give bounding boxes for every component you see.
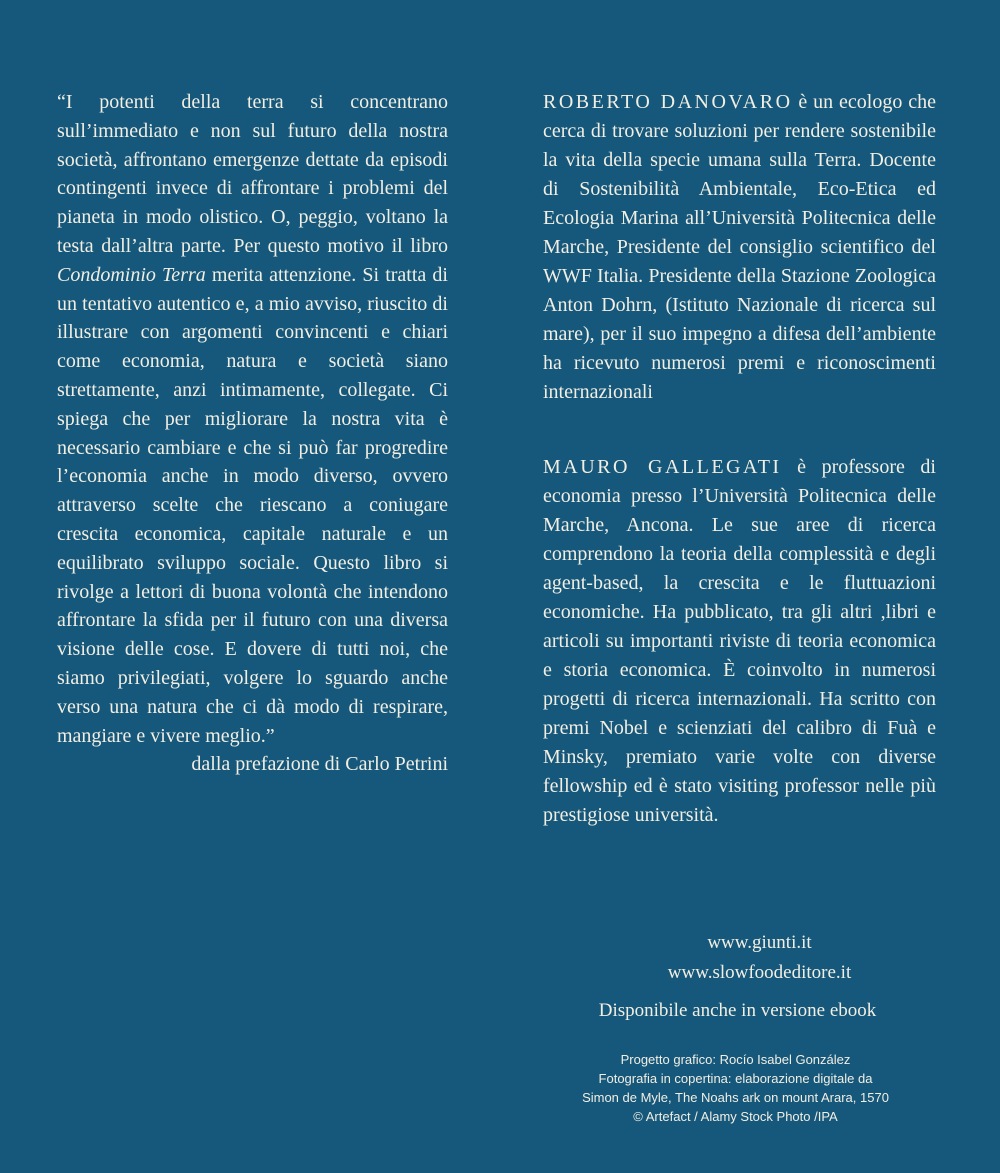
- credit-graphic-design: Progetto grafico: Rocío Isabel González: [620, 1052, 851, 1067]
- quote-opening-text: “I potenti della terra si concentrano sull’immediato e non sul futuro della nostra società, affrontano emergenze dettate da episodi contingenti invece di affrontare i problemi del pianeta in modo olistico. O, peggio, voltano la testa dall’altra parte. Per questo motivo il libro: [57, 91, 448, 257]
- credit-copyright: © Artefact / Alamy Stock Photo /IPA: [633, 1109, 838, 1124]
- author-name-gallegati: MAURO GALLEGATI: [543, 456, 782, 478]
- author-name-danovaro: ROBERTO DANOVARO: [543, 91, 793, 113]
- bio-mauro-gallegati: [543, 453, 936, 830]
- quote-attribution: dalla prefazione di Carlo Petrini: [191, 753, 448, 776]
- bio-text-danovaro: è un ecologo che cerca di trovare soluzioni per rendere sostenibile la vita della specie umana sulla Terra. Docente di Sostenibilità Ambientale, Eco-Etica ed Ecologia Marina all’Università Politecnica delle Marche, Presidente del consiglio scientifico del WWF Italia. Presidente della Stazione Zoologica Anton Dohrn, (Istituto Nazionale di ricerca sul mare), per il suo impegno a difesa dell’ambiente ha ricevuto numerosi premi e riconoscimenti internazionali: [543, 91, 936, 403]
- publisher-links: [563, 928, 956, 988]
- preface-quote-column: [57, 88, 448, 779]
- book-title: Condominio Terra: [57, 263, 206, 286]
- author-bios-column: [543, 88, 936, 830]
- credit-artwork: Simon de Myle, The Noahs ark on mount Arara, 1570: [582, 1090, 889, 1105]
- credit-cover-photo: Fotografia in copertina: elaborazione digitale da: [598, 1071, 873, 1086]
- ebook-availability-note: Disponibile anche in versione ebook: [598, 1000, 877, 1021]
- link-giunti: www.giunti.it: [707, 932, 812, 953]
- quote-closing-text: merita attenzione. Si tratta di un tentativo autentico e, a mio avviso, riuscito di illustrare con argomenti convincenti e chiari come economia, natura e società siano strettamente, anzi intimamente, collegate. Ci spiega che per migliorare la nostra vita è necessario cambiare e che si può far progredire l’economia anche in modo diverso, ovvero attraverso scelte che riescano a coniugare crescita economica, capitale naturale e un equilibrato sviluppo sociale. Questo libro si rivolge a lettori di buona volontà che intendono affrontare la sfida per il futuro con una diversa visione delle cose. E dovere di tutti noi, che siamo privilegiati, volgere lo sguardo anche verso una natura che ci dà modo di respirare, mangiare e vivere meglio.”: [57, 263, 448, 747]
- preface-quote-paragraph: [57, 88, 448, 750]
- bio-roberto-danovaro: [543, 88, 936, 407]
- credits-block: [543, 1050, 928, 1126]
- link-slowfoodeditore: www.slowfoodeditore.it: [667, 962, 852, 983]
- bio-text-gallegati: è professore di economia presso l’Università Politecnica delle Marche, Ancona. Le sue aree di ricerca comprendono la teoria della complessità e degli agent-based, la crescita e le fluttuazioni economiche. Ha pubblicato, tra gli altri ,libri e articoli su importanti riviste di teoria economica e storia economica. È coinvolto in numerosi progetti di ricerca internazionali. Ha scritto con premi Nobel e scienziati del calibro di Fuà e Minsky, premiato varie volte con diverse fellowship ed è stato visiting professor nelle più prestigiose università.: [543, 456, 936, 826]
